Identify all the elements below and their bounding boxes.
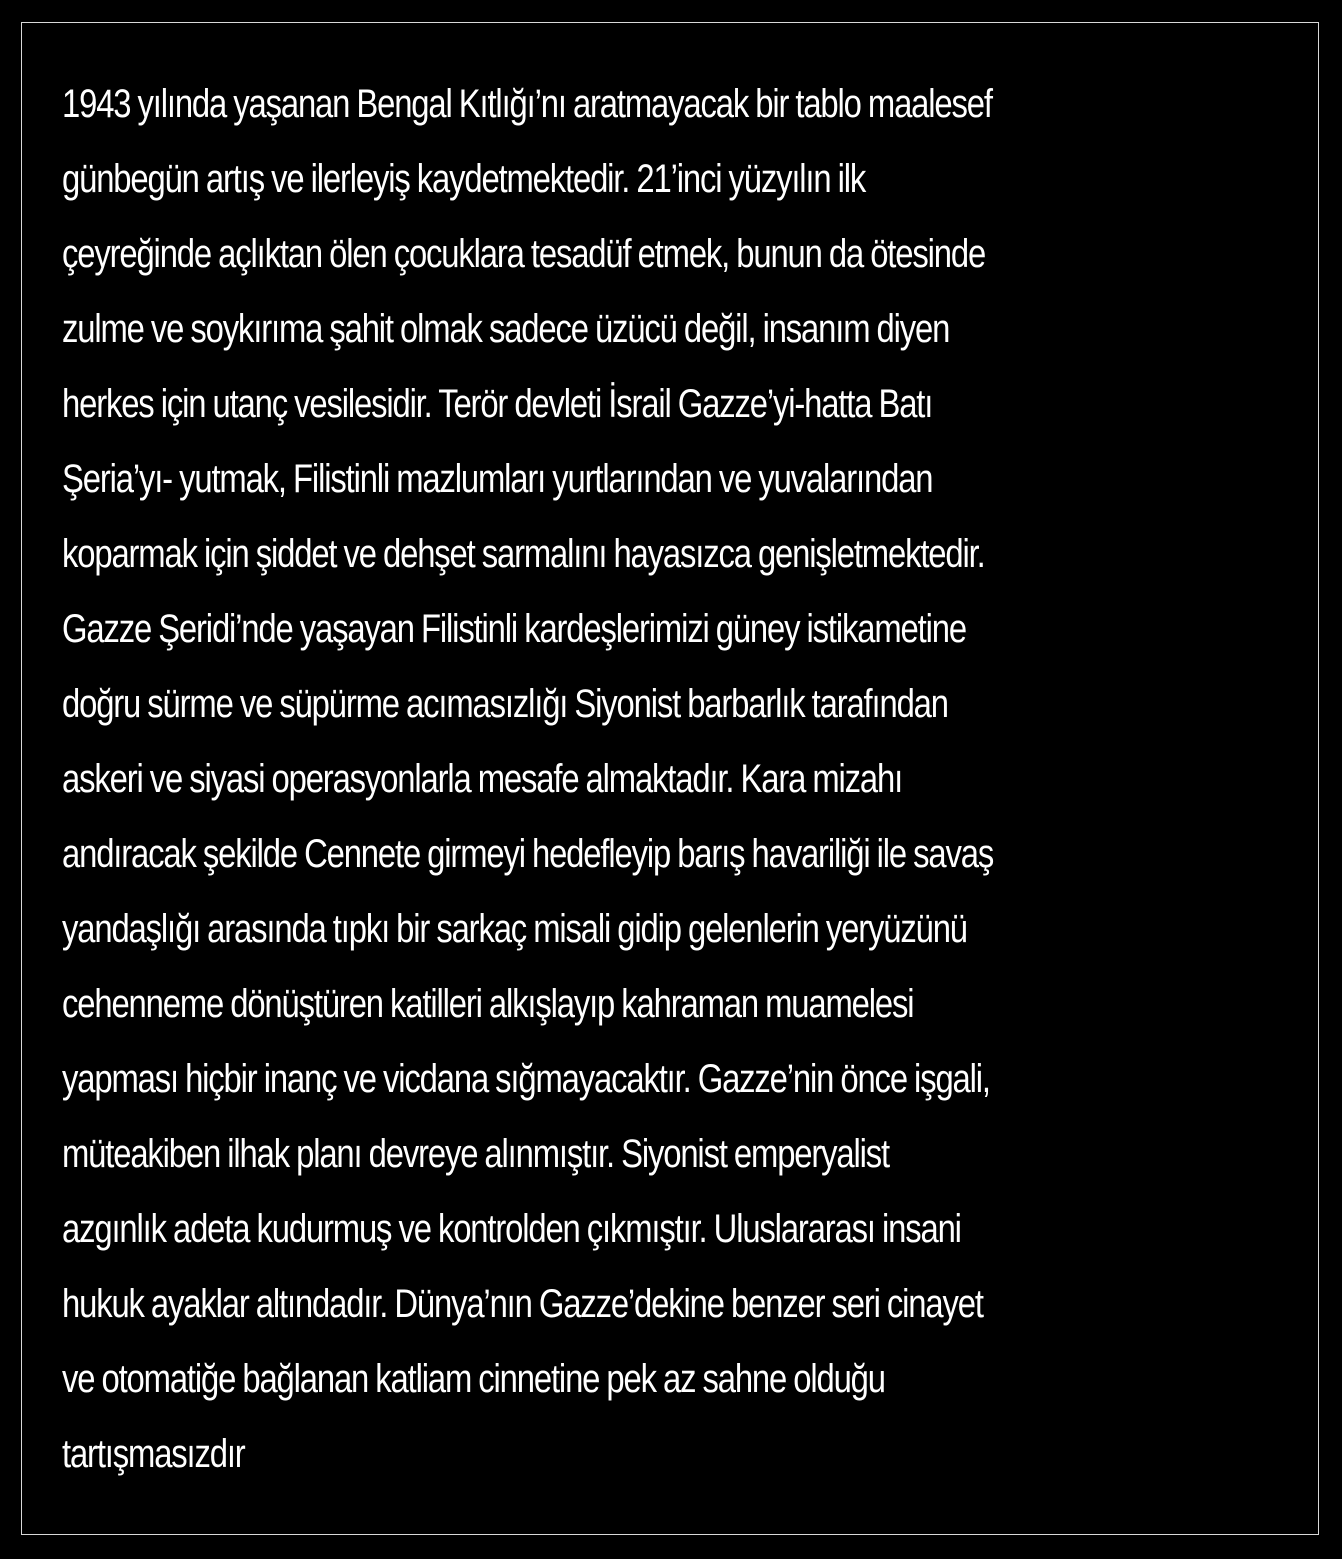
text-line: cehenneme dönüştüren katilleri alkışlayıp kahraman muamelesi <box>62 982 914 1026</box>
text-line: Şeria’yı- yutmak, Filistinli mazlumları yurtlarından ve yuvalarından <box>62 457 933 501</box>
text-frame <box>21 22 1319 1535</box>
text-line: azgınlık adeta kudurmuş ve kontrolden çıkmıştır. Uluslararası insani <box>62 1207 961 1251</box>
text-line: hukuk ayaklar altındadır. Dünya’nın Gazze’dekine benzer seri cinayet <box>62 1282 983 1326</box>
text-line: zulme ve soykırıma şahit olmak sadece üzücü değil, insanım diyen <box>62 307 950 351</box>
text-line: koparmak için şiddet ve dehşet sarmalını hayasızca genişletmektedir. <box>62 532 985 576</box>
text-line: tartışmasızdır <box>62 1432 245 1476</box>
text-line: doğru sürme ve süpürme acımasızlığı Siyonist barbarlık tarafından <box>62 682 948 726</box>
body-paragraph <box>62 67 1079 1492</box>
text-line: Gazze Şeridi’nde yaşayan Filistinli kardeşlerimizi güney istikametine <box>62 607 966 651</box>
text-line: ve otomatiğe bağlanan katliam cinnetine pek az sahne olduğu <box>62 1357 885 1401</box>
text-line: andıracak şekilde Cennete girmeyi hedefleyip barış havariliği ile savaş <box>62 832 994 876</box>
text-line: yapması hiçbir inanç ve vicdana sığmayacaktır. Gazze’nin önce işgali, <box>62 1057 990 1101</box>
text-line: herkes için utanç vesilesidir. Terör devleti İsrail Gazze’yi-hatta Batı <box>62 382 933 426</box>
text-line: 1943 yılında yaşanan Bengal Kıtlığı’nı aratmayacak bir tablo maalesef <box>62 82 992 126</box>
text-line: günbegün artış ve ilerleyiş kaydetmektedir. 21’inci yüzyılın ilk <box>62 157 866 201</box>
text-line: yandaşlığı arasında tıpkı bir sarkaç misali gidip gelenlerin yeryüzünü <box>62 907 967 951</box>
text-line: çeyreğinde açlıktan ölen çocuklara tesadüf etmek, bunun da ötesinde <box>62 232 986 276</box>
text-line: müteakiben ilhak planı devreye alınmıştır. Siyonist emperyalist <box>62 1132 890 1176</box>
text-line: askeri ve siyasi operasyonlarla mesafe almaktadır. Kara mizahı <box>62 757 903 801</box>
